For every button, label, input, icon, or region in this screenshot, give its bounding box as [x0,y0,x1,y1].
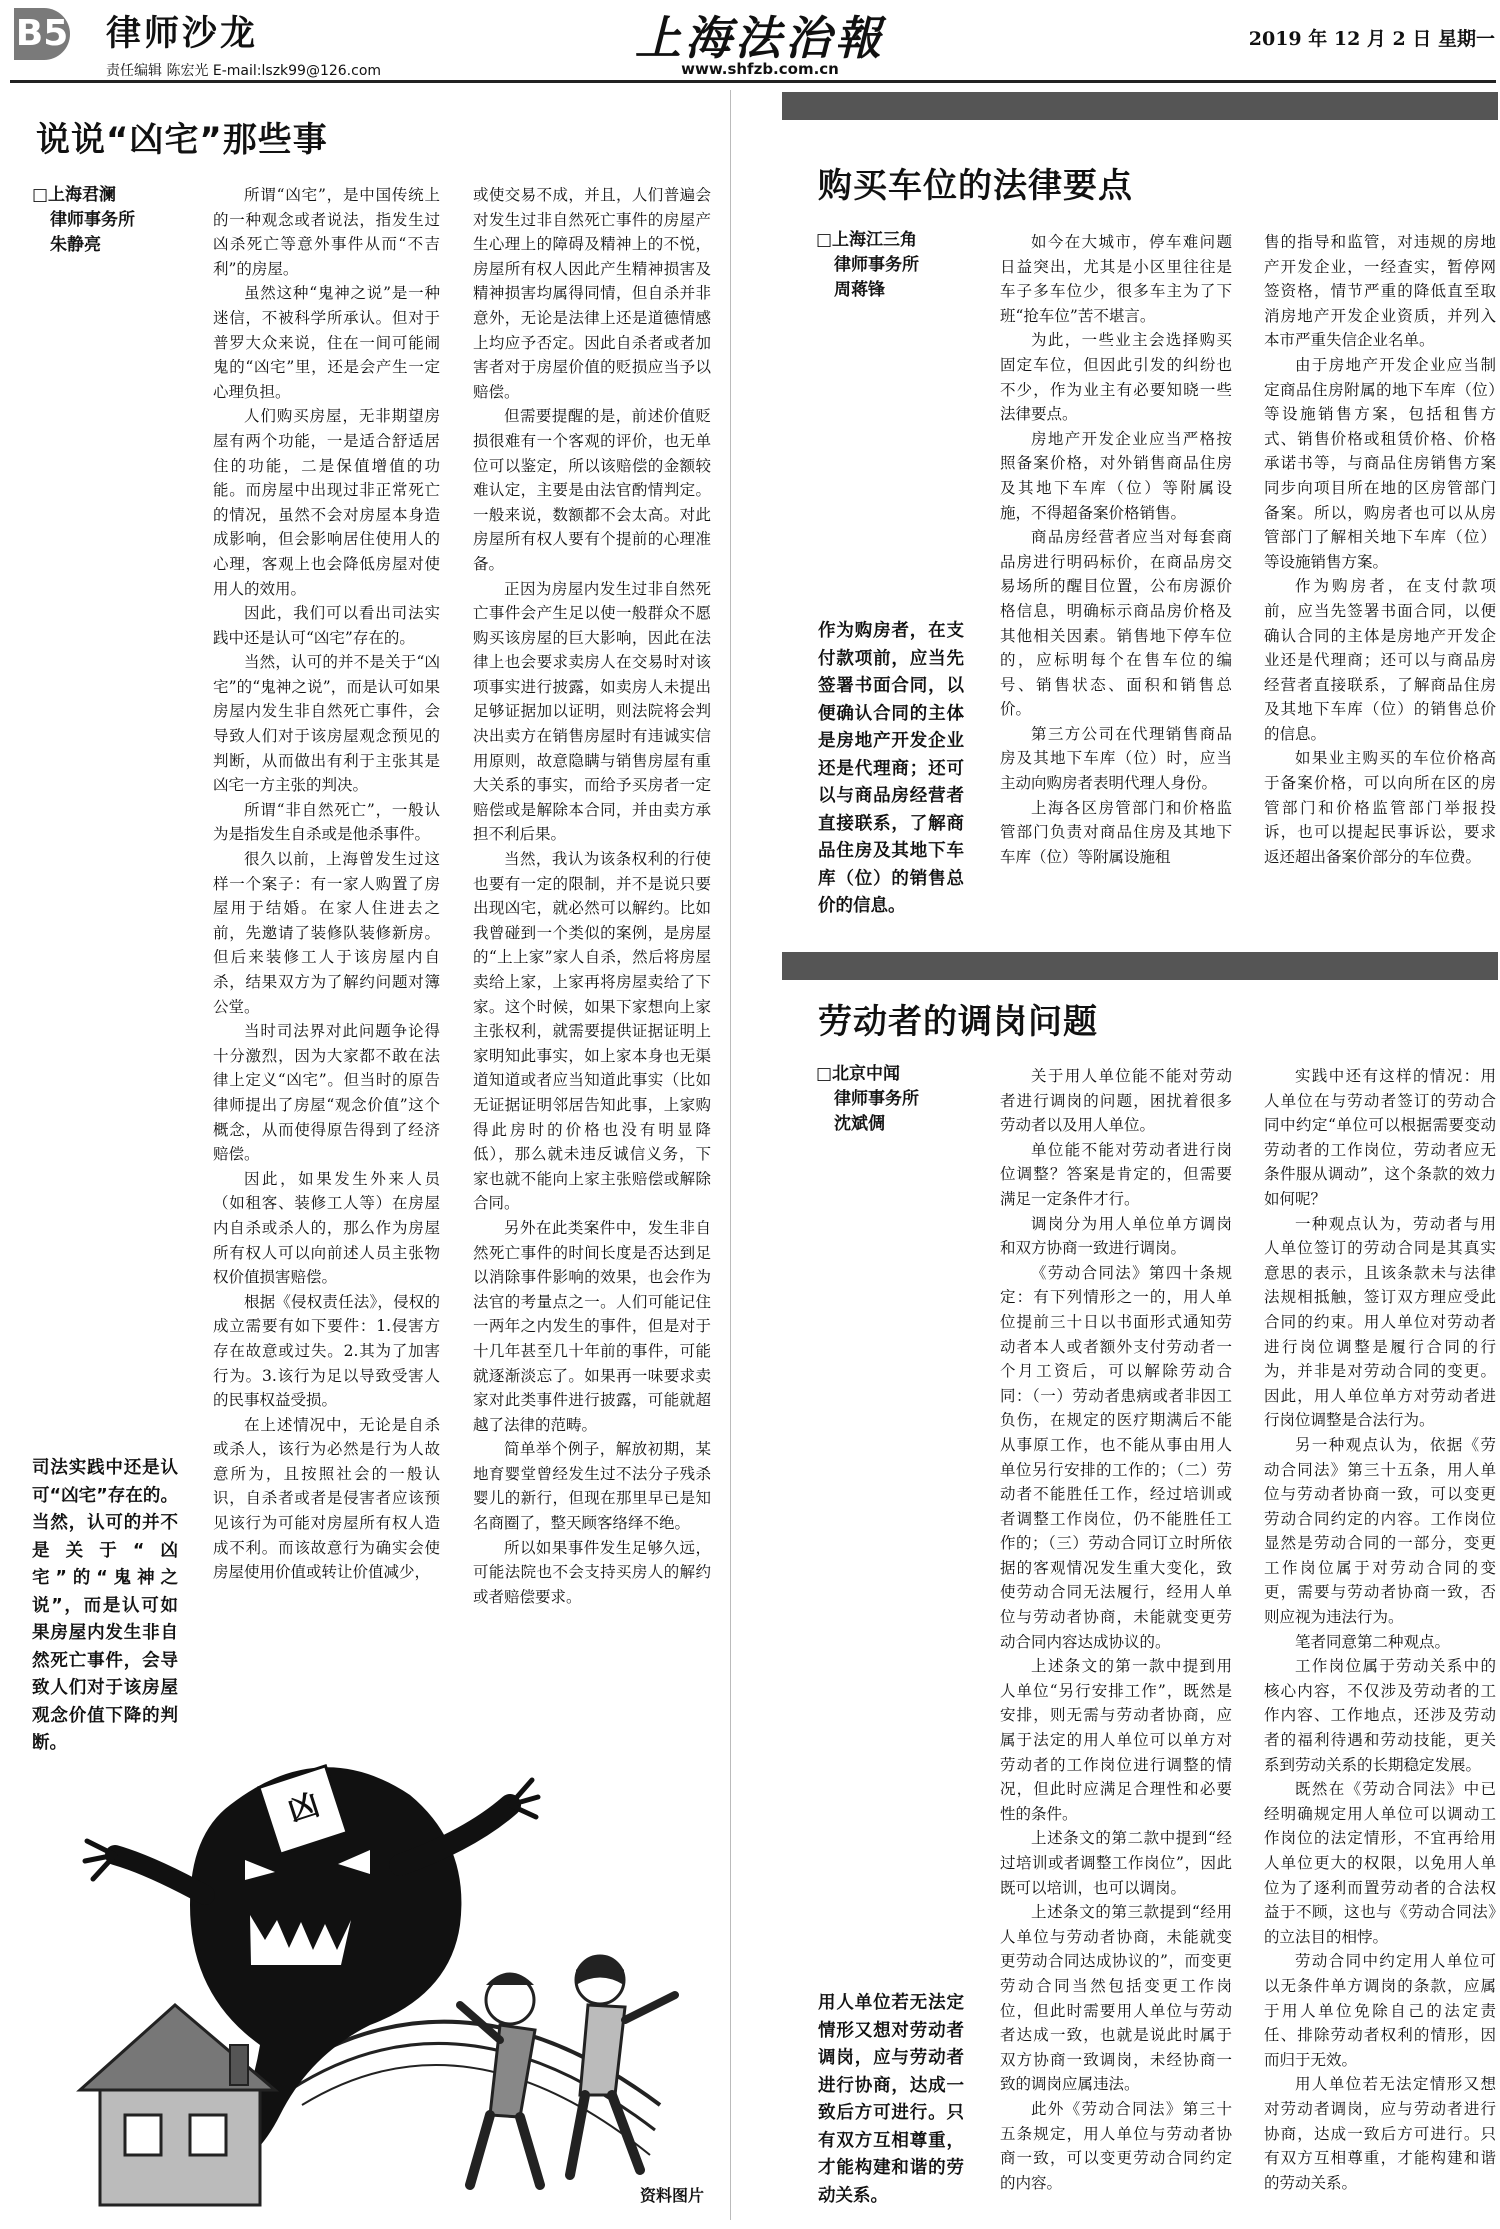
paragraph: 第三方公司在代理销售商品房及其地下车库（位）时，应当主动向购房者表明代理人身份。 [1000,724,1232,793]
paragraph: 所以如果事件发生足够久远，可能法院也不会支持买房人的解约或者赔偿要求。 [473,1538,711,1606]
paragraph: 上海各区房管部门和价格监管部门负责对商品住房及其地下车库（位）等附属设施租 [1000,798,1232,866]
article2-top-band [782,92,1498,120]
article1-byline: □上海君澜 律师事务所 朱静亮 [32,185,135,255]
paragraph: 笔者同意第二种观点。 [1295,1632,1451,1651]
paragraph: 房地产开发企业应当严格按照备案价格，对外销售商品住房及其地下车库（位）等附属设施，不得超备案价格销售。 [1000,429,1232,522]
editor-line: 责任编辑 陈宏光 E-mail:lszk99@126.com [106,63,382,79]
paragraph: 但需要提醒的是，前述价值贬损很难有一个客观的评价，也无单位可以鉴定，所以该赔偿的金额较难认定，主要是由法官酌情判定。一般来说，数额都不会太高。对此房屋所有权人要有个提前的心理准备。 [473,407,711,573]
article2-title: 购买车位的法律要点 [818,166,1133,206]
paragraph: 一种观点认为，劳动者与用人单位签订的劳动合同是其真实意思的表示，且该条款未与法律法规相抵触，签订双方理应受此合同的约束。用人单位对劳动者进行岗位调整是履行合同的行为，并非是对劳动合同的变更。因此，用人单位单方对劳动者进行岗位调整是合法行为。 [1264,1214,1496,1430]
paragraph: 当时司法界对此问题争论得十分激烈，因为大家都不敢在法律上定义“凶宅”。但当时的原告律师提出了房屋“观念价值”这个概念，从而使得原告得到了经济赔偿。 [213,1022,440,1164]
paragraph: 当然，认可的并不是关于“凶宅”的“鬼神之说”，而是认可如果房屋内发生非自然死亡事件，会导致人们对于该房屋观念预见的判断，从而做出有利于主张其是凶宅一方主张的判决。 [213,653,440,795]
paragraph: 由于房地产开发企业应当制定商品住房附属的地下车库（位）等设施销售方案，包括租售方式、销售价格或租赁价格、价格承诺书等，与商品住房销售方案同步向项目所在地的区房管部门备案。所以，购房者也可以从房管部门了解相关地下车库（位）等设施销售方案。 [1264,355,1496,571]
haunted-house-illustration [40,1745,720,2215]
paragraph: 调岗分为用人单位单方调岗和双方协商一致进行调岗。 [1000,1214,1232,1258]
article1-column-2 [473,183,711,1728]
article3-byline: □北京中闻 律师事务所 沈斌倜 [816,1064,919,1134]
paragraph: 当然，我认为该条权利的行使也要有一定的限制，并不是说只要出现凶宅，就必然可以解约。比如我曾碰到一个类似的案例，是房屋的“上上家”家人自杀，然后将房屋卖给上家，上家再将房屋卖给了下家。这个时候，如果下家想向上家主张权利，就需要提供证据证明上家明知此事实，如上家本身也无渠道知道或者应当知道此事实（比如无证据证明邻居告知此事，上家购得此房时的价格也没有明显降低），那么就未违反诚信义务，下家也就不能向上家主张赔偿或解除合同。 [473,850,711,1213]
paragraph: 上述条文的第二款中提到“经过培训或者调整工作岗位”，因此既可以培训，也可以调岗。 [1000,1829,1232,1897]
masthead: 上海法治報 [635,11,885,65]
article1-column-1 [213,183,440,1728]
paragraph: 如今在大城市，停车难问题日益突出，尤其是小区里往往是车子多车位少，很多车主为了下班“抢车位”苦不堪言。 [1000,233,1232,325]
paragraph: 用人单位若无法定情形又想对劳动者调岗，应与劳动者进行协商，达成一致后方可进行。只有双方互相尊重，才能构建和谐的劳动关系。 [1264,2075,1496,2192]
article3-title: 劳动者的调岗问题 [818,1002,1098,1042]
paragraph: 作为购房者，在支付款项前，应当先签署书面合同，以便确认合同的主体是房地产开发企业还是代理商；还可以与商品房经营者直接联系，了解商品住房及其地下车库（位）的销售总价的信息。 [1264,577,1496,743]
paragraph: 另一种观点认为，依据《劳动合同法》第三十五条，用人单位与劳动者协商一致，可以变更劳动合同约定的内容。工作岗位显然是劳动合同的一部分，变更工作岗位属于对劳动合同的变更，需要与劳动者协商一致，否则应视为违法行为。 [1264,1435,1496,1627]
image-credit: 资料图片 [640,2186,705,2205]
article2-column-1 [1000,230,1232,910]
paragraph: 根据《侵权责任法》，侵权的成立需要有如下要件：1.侵害方存在故意或过失。2.其为了加害行为。3.该行为足以导致受害人的民事权益受损。 [213,1292,440,1410]
paragraph: 此外《劳动合同法》第三十五条规定，用人单位与劳动者协商一致，可以变更劳动合同约定的内容。 [1000,2099,1232,2192]
paragraph: 因此，如果发生外来人员（如租客、装修工人等）在房屋内自杀或杀人的，那么作为房屋所有权人可以向前述人员主张物权价值损害赔偿。 [213,1169,440,1287]
paragraph: 既然在《劳动合同法》中已经明确规定用人单位可以调动工作岗位的法定情形，不宜再给用人单位更大的权限，以免用人单位为了逐利而置劳动者的合法权益于不顾，这也与《劳动合同法》的立法目的相悖。 [1264,1780,1496,1946]
paragraph: 简单举个例子，解放初期，某地育婴堂曾经发生过不法分子残杀婴儿的新行，但现在那里早已是知名商圈了，整天顾客络绎不绝。 [473,1440,711,1533]
vertical-divider [730,90,731,2220]
paragraph: 上述条文的第三款提到“经用人单位与劳动者协商，未能就变更劳动合同达成协议的”，而变更劳动合同当然包括变更工作岗位，但此时需要用人单位与劳动者达成一致，也就是说此时属于双方协商一致调岗，未经协商一致的调岗应属违法。 [1000,1903,1232,2094]
paragraph: 《劳动合同法》第四十条规定：有下列情形之一的，用人单位提前三十日以书面形式通知劳动者本人或者额外支付劳动者一个月工资后，可以解除劳动合同：（一）劳动者患病或者非因工负伤，在规定的医疗期满后不能从事原工作，也不能从事由用人单位另行安排的工作的；（二）劳动者不能胜任工作，经过培训或者调整工作岗位，仍不能胜任工作的；（三）劳动合同订立时所依据的客观情况发生重大变化，致使劳动合同无法履行，经用人单位与劳动者协商，未能就变更劳动合同内容达成协议的。 [1000,1263,1232,1651]
page-header [0,0,1500,92]
paragraph: 所谓“凶宅”，是中国传统上的一种观念或者说法，指发生过凶杀死亡等意外事件从而“不吉利”的房屋。 [213,186,440,278]
article2-column-2 [1264,230,1496,910]
paragraph: 另外在此类案件中，发生非自然死亡事件的时间长度是否达到足以消除事件影响的效果，也会作为法官的考量点之一。人们可能记住一两年之内发生的事件，但是对于十几年甚至几十年前的事件，可能就逐渐淡忘了。如果再一味要求卖家对此类事件进行披露，可能就超越了法律的范畴。 [473,1218,711,1434]
paragraph: 因此，我们可以看出司法实践中还是认可“凶宅”存在的。 [213,604,440,647]
illustration-glyph: 凶 [284,1787,324,1830]
paragraph: 正因为房屋内发生过非自然死亡事件会产生足以使一般群众不愿购买该房屋的巨大影响，因此在法律上也会要求卖房人在交易时对该项事实进行披露，如卖房人未提出足够证据加以证明，则法院将会判决出卖方在销售房屋时有违诚实信用原则，故意隐瞒与销售房屋有重大关系的事实，而给予买房者一定赔偿或是解除本合同，并由卖方承担不利后果。 [473,579,711,844]
paragraph: 很久以前，上海曾发生过这样一个案子：有一家人购置了房屋用于结婚。在家人住进去之前，先邀请了装修队装修新房。但后来装修工人于该房屋内自杀，结果双方为了解约问题对簿公堂。 [213,850,440,1016]
paragraph: 如果业主购买的车位价格高于备案价格，可以向所在区的房管部门和价格监管部门举报投诉，也可以提起民事诉讼，要求返还超出备案价部分的车位费。 [1264,749,1496,866]
header-rule [10,80,1496,83]
paragraph: 虽然这种“鬼神之说”是一种迷信，不被科学所承认。但对于普罗大众来说，住在一间可能闹鬼的“凶宅”里，还是会产生一定心理负担。 [213,284,440,401]
paragraph: 在上述情况中，无论是自杀或杀人，该行为必然是行为人故意所为，且按照社会的一般认识，自杀者或者是侵害者应该预见该行为可能对房屋所有权人造成不利。而该故意行为确实会使房屋使用价值或转让价值减少， [213,1415,440,1582]
paragraph: 关于用人单位能不能对劳动者进行调岗的问题，困扰着很多劳动者以及用人单位。 [1000,1067,1232,1135]
paragraph: 所谓“非自然死亡”，一般认为是指发生自杀或是他杀事件。 [213,800,440,844]
article3-column-2 [1264,1064,1496,2222]
paragraph: 实践中还有这样的情况：用人单位在与劳动者签订的劳动合同中约定“单位可以根据需要变动劳动者的工作岗位，劳动者应无条件服从调动”，这个条款的效力如何呢？ [1264,1067,1496,1208]
paragraph: 商品房经营者应当对每套商品房进行明码标价，在商品房交易场所的醒目位置，公布房源价格信息，明确标示商品房价格及其他相关因素。销售地下停车位的，应标明每个在售车位的编号、销售状态、面积和销售总价。 [1000,528,1232,719]
article2-byline: □上海江三角 律师事务所 周蒋锋 [816,230,919,300]
article1-title: 说说“凶宅”那些事 [36,120,328,160]
paragraph: 劳动合同中约定用人单位可以无条件单方调岗的条款，应属于用人单位免除自己的法定责任、排除劳动者权利的情形，因而归于无效。 [1264,1952,1496,2069]
article3-top-band [782,952,1498,980]
article1-illustration [40,1745,720,2215]
paragraph: 单位能不能对劳动者进行岗位调整？答案是肯定的，但需要满足一定条件才行。 [1000,1140,1232,1208]
article2-pull-quote: 作为购房者，在支付款项前，应当先签署书面合同，以便确认合同的主体是房地产开发企业还是代理商；还可以与商品房经营者直接联系，了解商品住房及其地下车库（位）的销售总价的信息。 [818,621,964,916]
paragraph: 工作岗位属于劳动关系中的核心内容，不仅涉及劳动者的工作内容、工作地点，还涉及劳动者的福利待遇和劳动技能，更关系到劳动关系的长期稳定发展。 [1264,1657,1496,1774]
paragraph: 上述条文的第一款中提到用人单位“另行安排工作”，既然是安排，则无需与劳动者协商，应属于法定的用人单位可以单方对劳动者的工作岗位进行调整的情况，但此时应满足合理性和必要性的条件。 [1000,1657,1232,1823]
issue-date: 2019 年 12 月 2 日 星期一 [1248,28,1495,50]
article1-pull-quote: 司法实践中还是认可“凶宅”存在的。当然，认可的并不是关于“凶宅”的“鬼神之说”，而是认可如果房屋内发生非自然死亡事件，会导致人们对于该房屋观念价值下降的判断。 [32,1458,178,1753]
article3-pull-quote: 用人单位若无法定情形又想对劳动者调岗，应与劳动者进行协商，达成一致后方可进行。只有双方互相尊重，才能构建和谐的劳动关系。 [818,1993,964,2206]
article3-column-1 [1000,1064,1232,2222]
paragraph: 人们购买房屋，无非期望房屋有两个功能，一是适合舒适居住的功能，二是保值增值的功能。而房屋中出现过非正常死亡的情况，虽然不会对房屋本身造成影响，但会影响居住使用人的心理，客观上也会降低房屋对使用人的效用。 [213,407,440,598]
paragraph: 售的指导和监管，对违规的房地产开发企业，一经查实，暂停网签资格，情节严重的降低直至取消房地产开发企业资质，并列入本市严重失信企业名单。 [1264,233,1496,350]
page-number-badge: B5 [14,8,70,60]
website[interactable]: www.shfzb.com.cn [681,60,839,78]
paragraph: 或使交易不成，并且，人们普遍会对发生过非自然死亡事件的房屋产生心理上的障碍及精神上的不悦，房屋所有权人因此产生精神损害及精神损害均属得同情，但自杀并非意外，无论是法律上还是道德情感上均应予否定。因此自杀者或者加害者对于房屋价值的贬损应当予以赔偿。 [473,186,711,401]
section-title: 律师沙龙 [106,14,259,54]
paragraph: 为此，一些业主会选择购买固定车位，但因此引发的纠纷也不少，作为业主有必要知晓一些法律要点。 [1000,331,1232,424]
